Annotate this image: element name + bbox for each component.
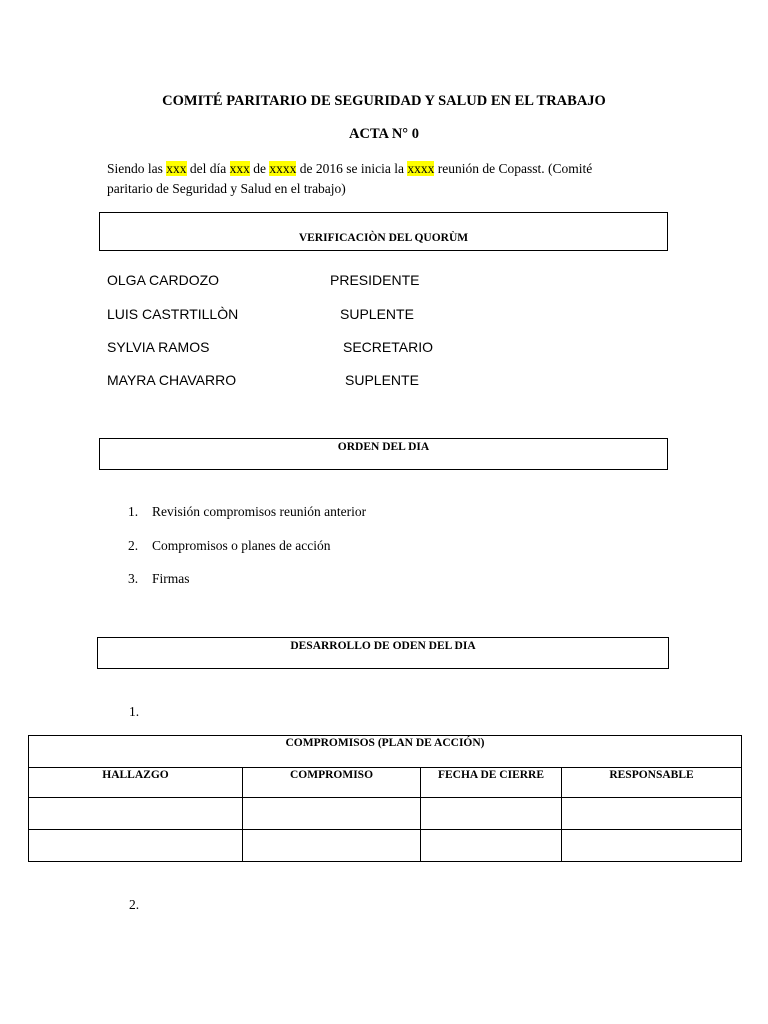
table-cell[interactable] — [243, 798, 421, 830]
list-item-number: 3. — [128, 571, 139, 586]
intro-text: del día — [186, 161, 230, 176]
table-header-row — [29, 768, 742, 798]
table-title: COMPROMISOS (PLAN DE ACCIÓN) — [29, 736, 742, 768]
table-row — [29, 830, 742, 862]
member-role: SUPLENTE — [345, 372, 419, 388]
intro-paragraph — [107, 159, 667, 199]
table-cell[interactable] — [421, 798, 562, 830]
quorum-heading: VERIFICACIÒN DEL QUORÙM — [298, 232, 469, 244]
table-cell[interactable] — [243, 830, 421, 862]
member-name: LUIS CASTRTILLÒN — [107, 306, 239, 322]
intro-text: de 2016 se inicia la — [296, 161, 408, 176]
desarrollo-heading-box — [97, 637, 669, 669]
list-item-number: 1. — [128, 504, 139, 519]
header-hallazgo: HALLAZGO — [29, 768, 243, 798]
placeholder-highlight: xxx — [229, 161, 250, 176]
compromisos-table — [28, 735, 742, 862]
desarrollo-heading: DESARROLLO DE ODEN DEL DIA — [290, 640, 476, 652]
placeholder-highlight: xxxx — [407, 161, 435, 176]
section-number: 2. — [129, 897, 140, 912]
member-role: SUPLENTE — [340, 306, 414, 322]
list-item: Compromisos o planes de acción — [152, 538, 331, 553]
acta-number: ACTA N° 0 — [349, 126, 419, 142]
member-role: PRESIDENTE — [330, 272, 420, 288]
member-name: MAYRA CHAVARRO — [107, 372, 237, 388]
intro-text: Siendo las — [107, 161, 167, 176]
table-cell[interactable] — [562, 798, 742, 830]
table-cell[interactable] — [29, 798, 243, 830]
header-fecha-cierre: FECHA DE CIERRE — [421, 768, 562, 798]
member-name: SYLVIA RAMOS — [107, 339, 210, 355]
intro-text: paritario de Seguridad y Salud en el trabajo) — [107, 181, 346, 196]
header-compromiso: COMPROMISO — [243, 768, 421, 798]
table-row — [29, 798, 742, 830]
table-cell[interactable] — [29, 830, 243, 862]
placeholder-highlight: xxxx — [269, 161, 297, 176]
orden-heading: ORDEN DEL DIA — [337, 441, 430, 453]
placeholder-highlight: xxx — [166, 161, 187, 176]
table-title-row — [29, 736, 742, 768]
list-item-number: 2. — [128, 538, 139, 553]
table-cell[interactable] — [562, 830, 742, 862]
table-cell[interactable] — [421, 830, 562, 862]
member-role: SECRETARIO — [343, 339, 433, 355]
intro-text: reunión de Copasst. (Comité — [434, 161, 593, 176]
member-name: OLGA CARDOZO — [107, 272, 220, 288]
quorum-heading-box — [99, 212, 668, 251]
header-responsable: RESPONSABLE — [562, 768, 742, 798]
list-item: Firmas — [152, 571, 190, 586]
list-item: Revisión compromisos reunión anterior — [152, 504, 367, 519]
orden-heading-box — [99, 438, 668, 470]
document-title: COMITÉ PARITARIO DE SEGURIDAD Y SALUD EN EL TRABAJO — [162, 93, 606, 109]
section-number: 1. — [129, 704, 140, 719]
intro-text: de — [249, 161, 270, 176]
